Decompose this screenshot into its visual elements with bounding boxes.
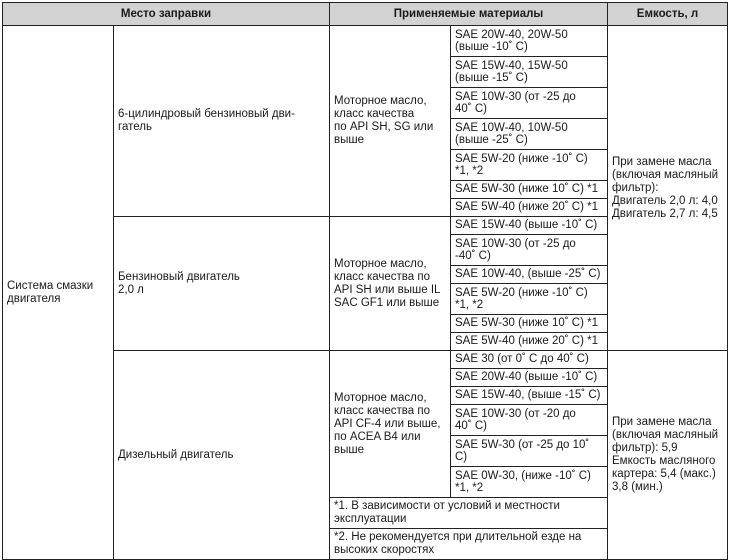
oil-spec-cell: SAE 10W-40, (выше -25˚ С) — [451, 266, 608, 284]
oil-spec-cell: SAE 5W-20 (ниже -10˚ С) *1, *2 — [451, 150, 608, 181]
oil-spec-cell: SAE 5W-30 (от -25 до 10˚ С) — [451, 436, 608, 467]
oil-spec-cell: SAE 10W-30 (от -25 до 40˚ С) — [451, 88, 608, 119]
oil-class-petrol-2l-cell: Моторное масло, класс качества по API SH или выше IL SAC GF1 или выше — [330, 217, 451, 351]
header-place: Место заправки — [3, 3, 330, 26]
oil-spec-cell: SAE 5W-40 (ниже 20˚ С) *1 — [451, 199, 608, 217]
oil-spec-cell: SAE 30 (от 0˚ С до 40˚ С) — [451, 351, 608, 369]
oil-spec-cell: SAE 5W-40 (ниже 20˚ С) *1 — [451, 333, 608, 351]
oil-class-6cyl-cell: Моторное масло, класс качества по API SH, SG или выше — [330, 26, 451, 217]
engine-petrol-2l-cell: Бензиновый двигатель 2,0 л — [114, 217, 330, 351]
oil-spec-cell: SAE 15W-40, 15W-50 (выше -15˚ С) — [451, 57, 608, 88]
oil-spec-cell: SAE 10W-40, 10W-50 (выше -25˚ С) — [451, 119, 608, 150]
oil-spec-cell: SAE 0W-30, (ниже -10˚ С) *1, *2 — [451, 467, 608, 498]
engine-6cyl-cell: 6-цилиндровый бензиновый дви- гатель — [114, 26, 330, 217]
oil-spec-cell: SAE 20W-40 (выше -10˚ С) — [451, 369, 608, 387]
table-row — [3, 26, 728, 57]
capacity-diesel-cell: При замене масла (включая масляный фильтр): 5,9 Емкость масляного картера: 5,4 (макс.) 3,8 (мин.) — [608, 351, 728, 560]
oil-spec-cell: SAE 10W-30 (от -20 до 40˚ С) — [451, 405, 608, 436]
oil-spec-cell: SAE 5W-20 (ниже -10˚ С) *1, *2 — [451, 284, 608, 315]
oil-spec-cell: SAE 15W-40, (выше -15˚ С) — [451, 387, 608, 405]
oil-spec-cell: SAE 5W-30 (ниже 10˚ С) *1 — [451, 315, 608, 333]
lubricants-table — [2, 2, 728, 560]
oil-spec-cell: SAE 10W-30 (от -25 до -40˚ С) — [451, 235, 608, 266]
footnote-2: *2. Не рекомендуется при длительной езде на высоких скоростях — [330, 529, 608, 560]
system-cell: Система смазки двигателя — [3, 26, 114, 560]
header-capacity: Емкость, л — [608, 3, 728, 26]
table-header-row — [3, 3, 728, 26]
capacity-petrol-cell: При замене масла (включая масляный фильтр): Двигатель 2,0 л: 4,0 Двигатель 2,7 л: 4,5 — [608, 26, 728, 351]
oil-spec-cell: SAE 15W-40 (выше -10˚ С) — [451, 217, 608, 235]
oil-class-diesel-cell: Моторное масло, класс качества по API CF-4 или выше, по ACEA B4 или выше — [330, 351, 451, 498]
footnote-1: *1. В зависимости от условий и местности эксплуатации — [330, 498, 608, 529]
oil-spec-cell: SAE 5W-30 (ниже 10˚ С) *1 — [451, 181, 608, 199]
engine-diesel-cell: Дизельный двигатель — [114, 351, 330, 560]
oil-spec-cell: SAE 20W-40, 20W-50 (выше -10˚ С) — [451, 26, 608, 57]
header-materials: Применяемые материалы — [330, 3, 608, 26]
